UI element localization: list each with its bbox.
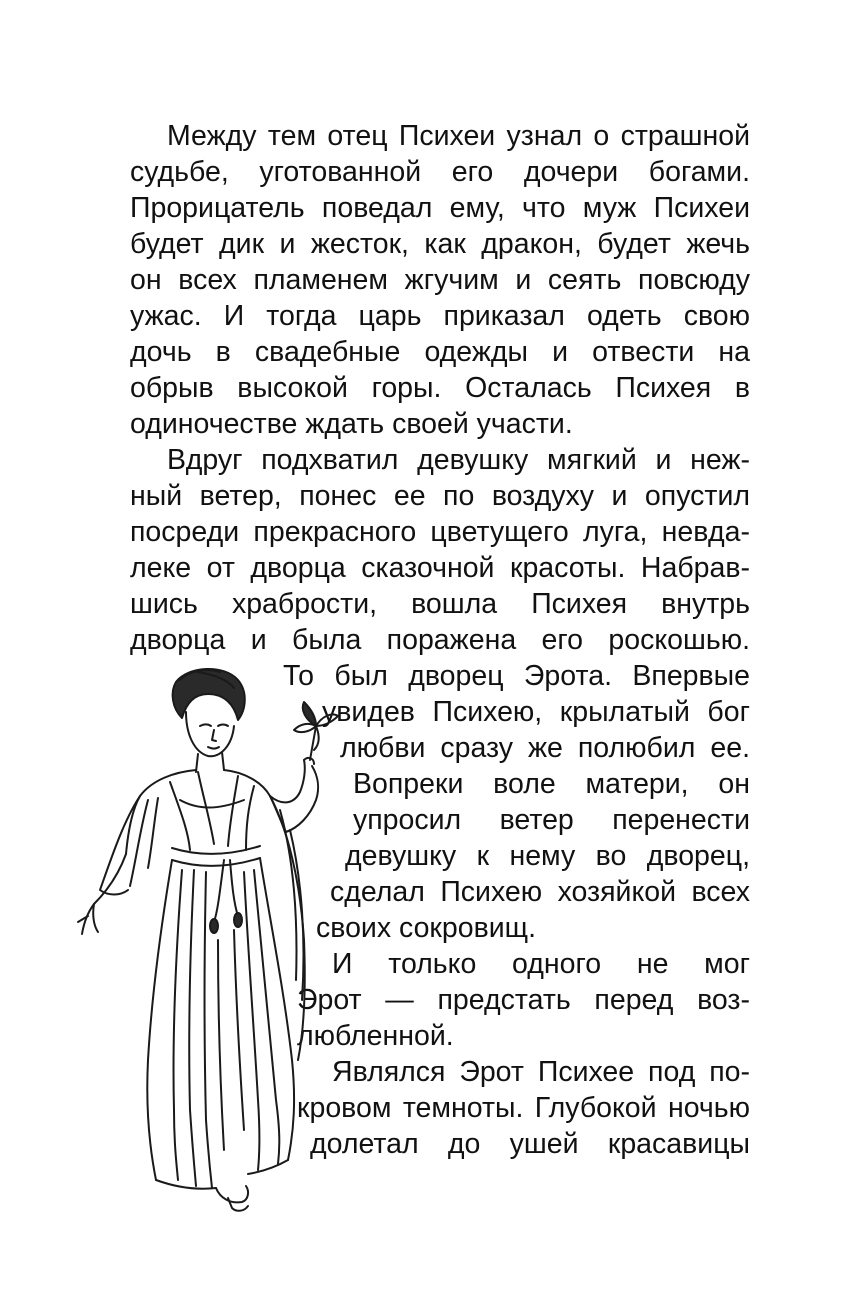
text-line: Вопреки воле матери, он	[353, 768, 750, 800]
text-line: Эрот — предстать перед воз-	[297, 984, 750, 1016]
text-line: долетал до ушей красавицы	[310, 1128, 750, 1160]
text-line: дочь в свадебные одежды и отвести на	[130, 336, 750, 368]
text-line: Прорицатель поведал ему, что муж Психеи	[130, 192, 750, 224]
text-line: любленной.	[297, 1020, 454, 1052]
text-line: дворца и была поражена его роскошью.	[130, 624, 750, 656]
text-line: посреди прекрасного цветущего луга, невда-	[130, 516, 750, 548]
text-line: И только одного не мог	[332, 948, 750, 980]
text-line: То был дворец Эрота. Впервые	[283, 660, 750, 692]
text-line: девушку к нему во дворец,	[345, 840, 750, 872]
text-line: будет дик и жесток, как дракон, будет жечь	[130, 228, 750, 260]
text-line: ужас. И тогда царь приказал одеть свою	[130, 300, 750, 332]
text-line: любви сразу же полюбил ее.	[340, 732, 750, 764]
text-line: Являлся Эрот Психее под по-	[332, 1056, 750, 1088]
text-line: упросил ветер перенести	[353, 804, 750, 836]
text-line: Между тем отец Психеи узнал о страшной	[167, 120, 750, 152]
text-line: увидев Психею, крылатый бог	[322, 696, 750, 728]
text-line: ный ветер, понес ее по воздуху и опустил	[130, 480, 750, 512]
text-line: одиночестве ждать своей участи.	[130, 408, 573, 440]
text-line: судьбе, уготованной его дочери богами.	[130, 156, 750, 188]
text-line: он всех пламенем жгучим и сеять повсюду	[130, 264, 750, 296]
text-line: своих сокровищ.	[316, 912, 537, 944]
text-line: обрыв высокой горы. Осталась Психея в	[130, 372, 750, 404]
woman-in-greek-chiton-holding-flower-icon	[48, 660, 348, 1220]
text-line: кровом темноты. Глубокой ночью	[297, 1092, 750, 1124]
text-line: шись храбрости, вошла Психея внутрь	[130, 588, 750, 620]
text-line: сделал Психею хозяйкой всех	[330, 876, 750, 908]
text-line: Вдруг подхватил девушку мягкий и неж-	[167, 444, 750, 476]
text-line: леке от дворца сказочной красоты. Набрав-	[130, 552, 750, 584]
